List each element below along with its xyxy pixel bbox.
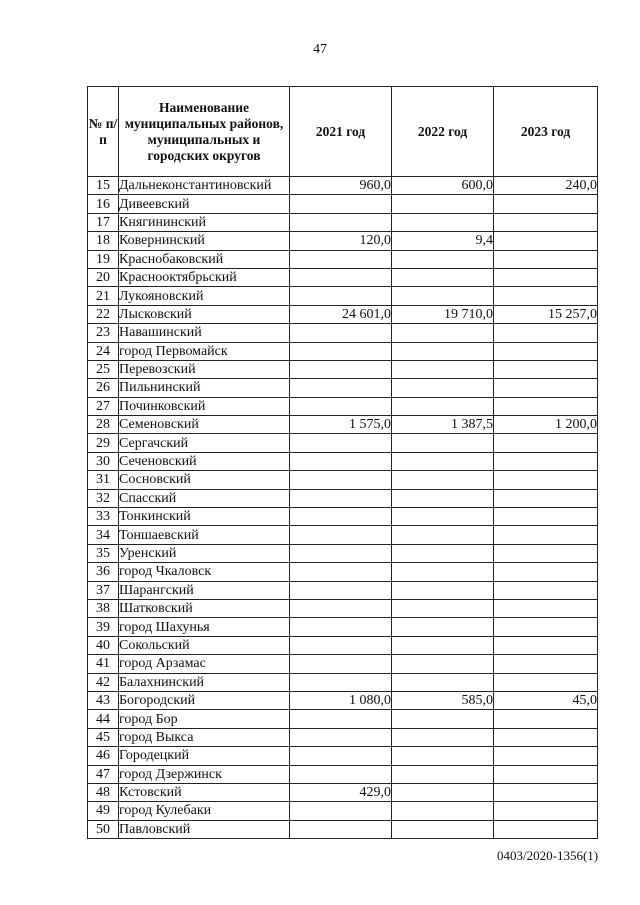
value-2022 — [392, 802, 494, 820]
row-number: 48 — [88, 783, 119, 801]
value-2022 — [392, 655, 494, 673]
table-row — [88, 728, 598, 746]
table-row — [88, 195, 598, 213]
municipality-name: Починковский — [119, 397, 290, 415]
value-2023 — [494, 710, 598, 728]
value-2022 — [392, 213, 494, 231]
table-row — [88, 581, 598, 599]
municipality-name: Тоншаевский — [119, 526, 290, 544]
header-2023: 2023 год — [494, 87, 598, 177]
value-2023: 45,0 — [494, 691, 598, 709]
table-row — [88, 599, 598, 617]
value-2021: 1 080,0 — [290, 691, 392, 709]
value-2021 — [290, 195, 392, 213]
value-2022: 585,0 — [392, 691, 494, 709]
value-2022 — [392, 360, 494, 378]
value-2022 — [392, 268, 494, 286]
value-2021: 429,0 — [290, 783, 392, 801]
row-number: 22 — [88, 305, 119, 323]
table-row — [88, 802, 598, 820]
value-2021: 24 601,0 — [290, 305, 392, 323]
value-2023 — [494, 563, 598, 581]
value-2021 — [290, 618, 392, 636]
value-2021 — [290, 508, 392, 526]
table-row — [88, 268, 598, 286]
value-2023 — [494, 195, 598, 213]
header-num: № п/п — [88, 87, 119, 177]
municipality-name: Краснооктябрьский — [119, 268, 290, 286]
value-2021 — [290, 581, 392, 599]
municipality-name: Сеченовский — [119, 452, 290, 470]
value-2023 — [494, 581, 598, 599]
municipality-name: Лысковский — [119, 305, 290, 323]
table-row — [88, 324, 598, 342]
municipality-name: Кстовский — [119, 783, 290, 801]
row-number: 28 — [88, 416, 119, 434]
value-2022 — [392, 636, 494, 654]
municipality-name: Уренский — [119, 544, 290, 562]
value-2022 — [392, 324, 494, 342]
table-row — [88, 783, 598, 801]
value-2022 — [392, 397, 494, 415]
value-2023 — [494, 655, 598, 673]
row-number: 26 — [88, 379, 119, 397]
value-2023 — [494, 802, 598, 820]
row-number: 33 — [88, 508, 119, 526]
municipality-name: Семеновский — [119, 416, 290, 434]
value-2022 — [392, 544, 494, 562]
value-2023 — [494, 728, 598, 746]
value-2023 — [494, 434, 598, 452]
table-row — [88, 747, 598, 765]
value-2021 — [290, 287, 392, 305]
table-row — [88, 820, 598, 838]
value-2023 — [494, 232, 598, 250]
municipality-name: Сергачский — [119, 434, 290, 452]
municipality-name: город Бор — [119, 710, 290, 728]
value-2022 — [392, 820, 494, 838]
value-2023 — [494, 342, 598, 360]
value-2023 — [494, 268, 598, 286]
value-2022: 1 387,5 — [392, 416, 494, 434]
table-row — [88, 397, 598, 415]
value-2021 — [290, 747, 392, 765]
municipality-name: Дивеевский — [119, 195, 290, 213]
row-number: 46 — [88, 747, 119, 765]
value-2023 — [494, 747, 598, 765]
value-2022 — [392, 471, 494, 489]
value-2023 — [494, 820, 598, 838]
table-row — [88, 526, 598, 544]
value-2021 — [290, 563, 392, 581]
value-2023 — [494, 783, 598, 801]
municipality-name: город Дзержинск — [119, 765, 290, 783]
row-number: 38 — [88, 599, 119, 617]
value-2023 — [494, 471, 598, 489]
value-2021 — [290, 397, 392, 415]
value-2021: 960,0 — [290, 177, 392, 195]
row-number: 29 — [88, 434, 119, 452]
value-2021 — [290, 728, 392, 746]
row-number: 35 — [88, 544, 119, 562]
value-2021 — [290, 342, 392, 360]
value-2021 — [290, 820, 392, 838]
municipality-name: город Шахунья — [119, 618, 290, 636]
value-2022: 19 710,0 — [392, 305, 494, 323]
table-row — [88, 765, 598, 783]
value-2022 — [392, 599, 494, 617]
row-number: 50 — [88, 820, 119, 838]
value-2021 — [290, 802, 392, 820]
municipality-name: город Чкаловск — [119, 563, 290, 581]
value-2021 — [290, 324, 392, 342]
row-number: 39 — [88, 618, 119, 636]
value-2021 — [290, 268, 392, 286]
value-2023 — [494, 360, 598, 378]
value-2023 — [494, 599, 598, 617]
municipality-name: Краснобаковский — [119, 250, 290, 268]
value-2022 — [392, 195, 494, 213]
table-row — [88, 287, 598, 305]
table-row — [88, 508, 598, 526]
row-number: 43 — [88, 691, 119, 709]
value-2023 — [494, 324, 598, 342]
value-2021 — [290, 489, 392, 507]
municipality-name: Ковернинский — [119, 232, 290, 250]
value-2023 — [494, 526, 598, 544]
value-2023 — [494, 452, 598, 470]
row-number: 49 — [88, 802, 119, 820]
table-row — [88, 250, 598, 268]
row-number: 41 — [88, 655, 119, 673]
table-row — [88, 232, 598, 250]
row-number: 16 — [88, 195, 119, 213]
value-2021 — [290, 599, 392, 617]
table-row — [88, 305, 598, 323]
value-2022 — [392, 728, 494, 746]
value-2022: 9,4 — [392, 232, 494, 250]
municipality-name: Спасский — [119, 489, 290, 507]
value-2021 — [290, 434, 392, 452]
value-2023 — [494, 489, 598, 507]
row-number: 45 — [88, 728, 119, 746]
value-2022 — [392, 287, 494, 305]
value-2022 — [392, 563, 494, 581]
value-2022 — [392, 452, 494, 470]
municipality-name: Сокольский — [119, 636, 290, 654]
value-2022 — [392, 581, 494, 599]
value-2022 — [392, 747, 494, 765]
municipality-name: город Первомайск — [119, 342, 290, 360]
row-number: 37 — [88, 581, 119, 599]
table-row — [88, 710, 598, 728]
row-number: 31 — [88, 471, 119, 489]
value-2022 — [392, 618, 494, 636]
municipality-name: Дальнеконстантиновский — [119, 177, 290, 195]
value-2021 — [290, 379, 392, 397]
municipality-name: Перевозский — [119, 360, 290, 378]
value-2021 — [290, 526, 392, 544]
value-2022 — [392, 489, 494, 507]
table-row — [88, 213, 598, 231]
table-row — [88, 434, 598, 452]
municipality-name: Пильнинский — [119, 379, 290, 397]
row-number: 21 — [88, 287, 119, 305]
table-body — [88, 177, 598, 839]
document-code: 0403/2020-1356(1) — [497, 848, 599, 863]
row-number: 36 — [88, 563, 119, 581]
table-row — [88, 471, 598, 489]
row-number: 44 — [88, 710, 119, 728]
value-2022 — [392, 783, 494, 801]
value-2021 — [290, 765, 392, 783]
value-2023 — [494, 250, 598, 268]
table-header-row — [88, 87, 598, 177]
row-number: 18 — [88, 232, 119, 250]
value-2023 — [494, 213, 598, 231]
row-number: 25 — [88, 360, 119, 378]
row-number: 24 — [88, 342, 119, 360]
table-row — [88, 379, 598, 397]
value-2021 — [290, 250, 392, 268]
value-2021 — [290, 673, 392, 691]
page-number: 47 — [313, 42, 327, 57]
value-2023: 1 200,0 — [494, 416, 598, 434]
value-2021 — [290, 636, 392, 654]
municipality-name: Шатковский — [119, 599, 290, 617]
table-row — [88, 416, 598, 434]
table-row — [88, 452, 598, 470]
value-2021: 120,0 — [290, 232, 392, 250]
value-2021: 1 575,0 — [290, 416, 392, 434]
value-2023: 240,0 — [494, 177, 598, 195]
row-number: 20 — [88, 268, 119, 286]
row-number: 27 — [88, 397, 119, 415]
value-2022 — [392, 526, 494, 544]
row-number: 34 — [88, 526, 119, 544]
table-row — [88, 177, 598, 195]
municipality-name: Балахнинский — [119, 673, 290, 691]
value-2021 — [290, 710, 392, 728]
municipality-name: Лукояновский — [119, 287, 290, 305]
table-row — [88, 636, 598, 654]
municipality-name: город Выкса — [119, 728, 290, 746]
value-2023 — [494, 673, 598, 691]
value-2021 — [290, 544, 392, 562]
row-number: 17 — [88, 213, 119, 231]
municipality-name: Княгининский — [119, 213, 290, 231]
value-2023 — [494, 379, 598, 397]
value-2022 — [392, 765, 494, 783]
value-2023 — [494, 508, 598, 526]
municipality-name: город Кулебаки — [119, 802, 290, 820]
value-2023: 15 257,0 — [494, 305, 598, 323]
header-name: Наименование муниципальных районов, муниципальных и городских округов — [119, 87, 290, 177]
row-number: 23 — [88, 324, 119, 342]
table-row — [88, 618, 598, 636]
value-2022 — [392, 508, 494, 526]
value-2022 — [392, 710, 494, 728]
municipality-name: Сосновский — [119, 471, 290, 489]
table-row — [88, 489, 598, 507]
value-2023 — [494, 618, 598, 636]
table-row — [88, 673, 598, 691]
municipality-name: Тонкинский — [119, 508, 290, 526]
header-2022: 2022 год — [392, 87, 494, 177]
header-2021: 2021 год — [290, 87, 392, 177]
value-2021 — [290, 655, 392, 673]
row-number: 42 — [88, 673, 119, 691]
municipality-name: Павловский — [119, 820, 290, 838]
municipality-name: Шарангский — [119, 581, 290, 599]
value-2022 — [392, 342, 494, 360]
row-number: 19 — [88, 250, 119, 268]
value-2022: 600,0 — [392, 177, 494, 195]
table-row — [88, 655, 598, 673]
value-2022 — [392, 673, 494, 691]
municipality-name: город Арзамас — [119, 655, 290, 673]
value-2022 — [392, 250, 494, 268]
municipality-name: Навашинский — [119, 324, 290, 342]
value-2021 — [290, 360, 392, 378]
municipality-name: Городецкий — [119, 747, 290, 765]
value-2021 — [290, 452, 392, 470]
row-number: 47 — [88, 765, 119, 783]
value-2023 — [494, 544, 598, 562]
table-row — [88, 342, 598, 360]
row-number: 15 — [88, 177, 119, 195]
value-2023 — [494, 636, 598, 654]
value-2021 — [290, 471, 392, 489]
row-number: 32 — [88, 489, 119, 507]
value-2023 — [494, 765, 598, 783]
table-row — [88, 563, 598, 581]
row-number: 30 — [88, 452, 119, 470]
row-number: 40 — [88, 636, 119, 654]
budget-table — [87, 86, 598, 839]
table-row — [88, 691, 598, 709]
value-2021 — [290, 213, 392, 231]
table-row — [88, 360, 598, 378]
value-2023 — [494, 397, 598, 415]
value-2022 — [392, 379, 494, 397]
municipality-name: Богородский — [119, 691, 290, 709]
value-2023 — [494, 287, 598, 305]
value-2022 — [392, 434, 494, 452]
table-row — [88, 544, 598, 562]
